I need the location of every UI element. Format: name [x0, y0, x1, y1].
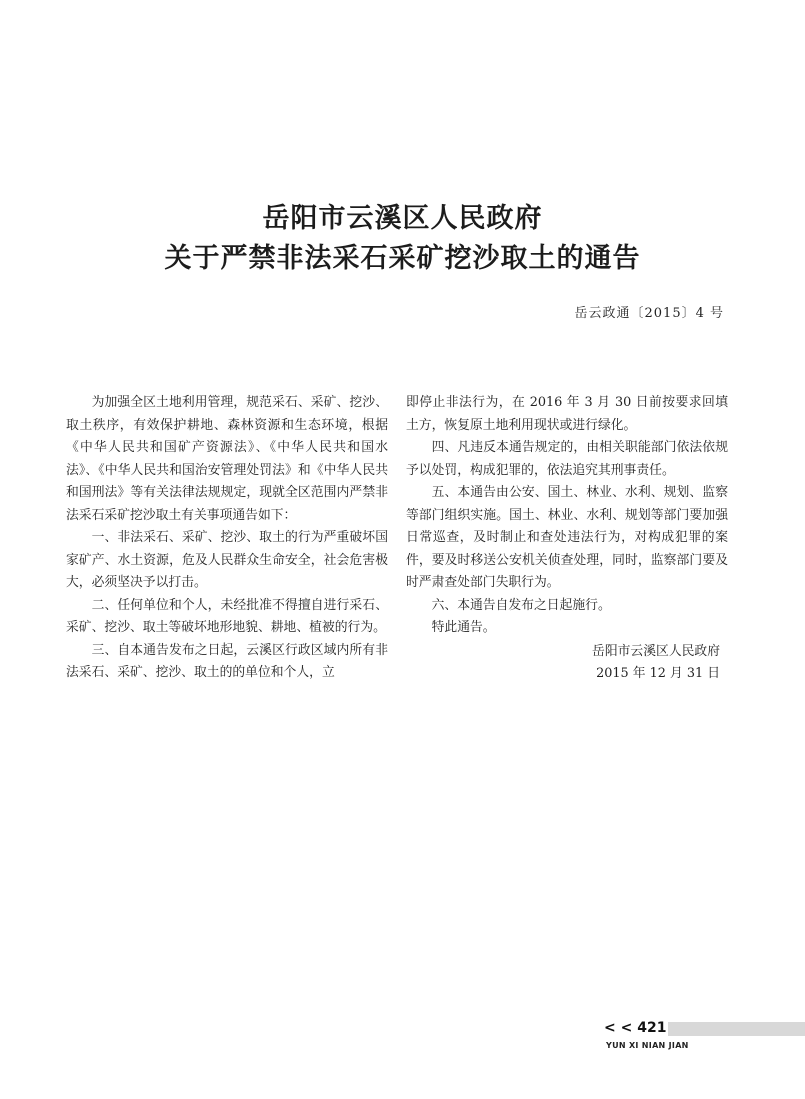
date: 2015 年 12 月 31 日: [596, 666, 720, 681]
title-line-2: 关于严禁非法采石采矿挖沙取土的通告: [164, 243, 641, 274]
right-column: [406, 392, 728, 686]
page-number: < < 421: [604, 1020, 667, 1036]
left-column: [66, 392, 388, 685]
paragraph: 一、非法采石、采矿、挖沙、取土的行为严重破坏国家矿产、水土资源，危及人民群众生命安全，社会危害极大，必须坚决予以打击。: [66, 530, 388, 590]
paragraph: 三、自本通告发布之日起，云溪区行政区域内所有非法采石、采矿、挖沙、取土的的单位和个人，立: [66, 642, 388, 680]
document-number: 岳云政通〔2015〕4 号: [574, 306, 724, 321]
paragraph: 即停止非法行为，在 2016 年 3 月 30 日前按要求回填土方，恢复原土地利用现状或进行绿化。: [406, 395, 728, 433]
title-line-1: 岳阳市云溪区人民政府: [262, 203, 543, 234]
paragraph: 四、凡违反本通告规定的，由相关职能部门依法依规予以处罚，构成犯罪的，依法追究其刑事责任。: [406, 440, 728, 478]
paragraph: 五、本通告由公安、国土、林业、水利、规划、监察等部门组织实施。国土、林业、水利、规划等部门要加强日常巡查，及时制止和查处违法行为，对构成犯罪的案件，要及时移送公安机关侦查处理，同时，监察部门要及时严肃查处部门失职行为。: [406, 485, 728, 590]
paragraph: 为加强全区土地利用管理，规范采石、采矿、挖沙、取土秩序，有效保护耕地、森林资源和生态环境，根据《中华人民共和国矿产资源法》、《中华人民共和国水法》、《中华人民共和国治安管理处罚法》和《中华人民共和国刑法》等有关法律法规规定，现就全区范围内严禁非法采石采矿挖沙取土有关事项通告如下：: [66, 395, 388, 523]
paragraph: 二、任何单位和个人，未经批准不得擅自进行采石、采矿、挖沙、取土等破坏地形地貌、耕地、植被的行为。: [66, 597, 388, 635]
footer-bar: [668, 1022, 805, 1036]
paragraph: 六、本通告自发布之日起施行。: [431, 597, 611, 613]
signature: 岳阳市云溪区人民政府: [592, 643, 720, 659]
footer-subtitle: YUN XI NIAN JIAN: [606, 1041, 689, 1050]
paragraph: 特此通告。: [431, 620, 496, 635]
